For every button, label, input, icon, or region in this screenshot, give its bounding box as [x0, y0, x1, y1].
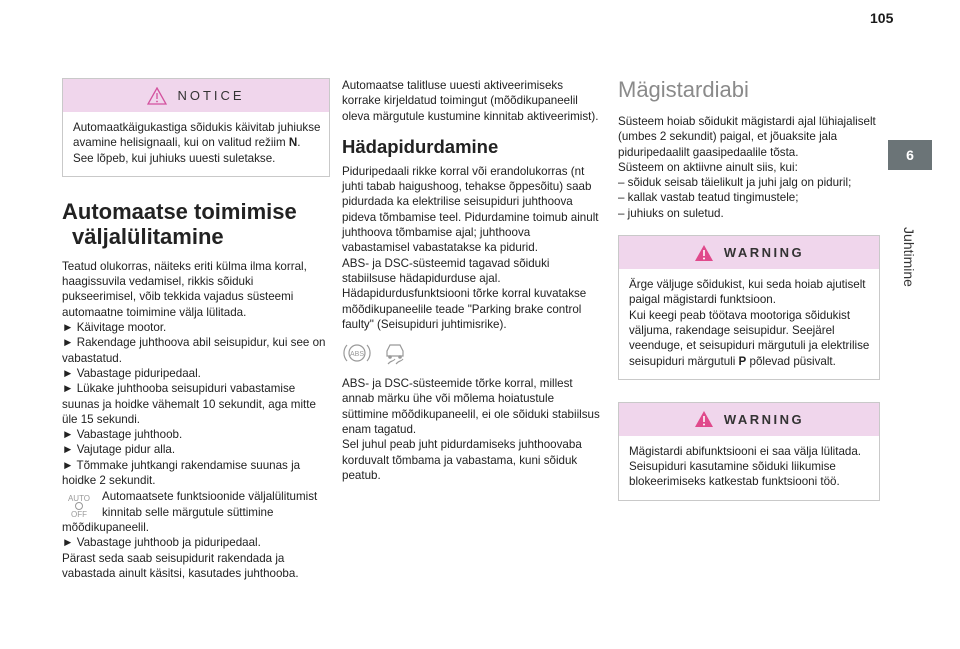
warning-box-1	[618, 235, 880, 380]
section-title-auto-off: Automaatse toimimise väljalülitamine	[62, 198, 297, 249]
warning-1-text-2: Kui keegi peab töötava mootoriga sõidukist väljuma, rakendage seisupidur. Seejärel veenduge, et seisupiduri märgutuli ja elektrilise seisupiduri märgutuli P põlevad püsivalt.	[629, 308, 870, 368]
emergency-text-2: ABS- ja DSC-süsteemid tagavad sõiduki stabiilsuse hädapidurduse ajal.	[342, 256, 550, 285]
step-release-all: ► Vabastage juhthoob ja piduripedaal.	[62, 536, 261, 550]
repeat-pull-text: Sel juhul peab juht pidurdamiseks juhthoovaba korduvalt tõmbama ja vabastama, kuni sõiduk peatub.	[342, 438, 582, 482]
auto-off-note	[62, 489, 330, 535]
emergency-text-1: Piduripedaali rikke korral või erandolukorras (nt juhti tabab haigushoog, tehakse õppesõitu) saab pidurdada ka elektrilise seisupiduri juhthoova pideva tõmbamise teel. Pidurdamine toimub ainult juhthoova tõmbamise ajal; juhthoova vabastamisel vabastatakse ka pidurid.	[342, 164, 599, 255]
condition-stopped: – sõiduk seisab täielikult ja juhi jalg on piduril;	[618, 176, 852, 190]
notice-header	[63, 79, 329, 112]
condition-slope: – kallak vastab teatud tingimustele;	[618, 191, 799, 205]
svg-text:ABS: ABS	[349, 351, 365, 359]
dsc-warning-icon	[380, 340, 410, 366]
chapter-number-tab[interactable]: 6	[888, 140, 932, 170]
section-title-hill-start: Mägistardiabi	[618, 77, 749, 102]
section1-text: Teatud olukorras, näiteks eriti külma ilma korral, haagissuvila vedamisel, rikkis sõiduki pukseerimisel, võib tekkida vajadus süsteemi automaatne toimimine välja lülitada.	[62, 259, 307, 319]
hill-start-conditions: Süsteem on aktiivne ainult siis, kui:	[618, 160, 798, 174]
step-pull-lever: ► Tõmmake juhtkangi rakendamise suunas ja hoidke 2 sekundit.	[62, 458, 301, 488]
step-start-engine: ► Käivitage mootor.	[62, 321, 167, 335]
column-middle	[342, 78, 600, 483]
step-push-lever: ► Lükake juhthooba seisupiduri vabastamise suunas ja hoidke vähemalt 10 sekundit, aga mitte üle 15 sekundi.	[62, 382, 316, 426]
warning-header-1	[619, 236, 879, 269]
warning-2-text: Mägistardi abifunktsiooni ei saa välja lülitada. Seisupiduri kasutamine sõiduki liikumise blokeerimiseks katkestab funktsiooni töö.	[629, 444, 862, 489]
abs-dsc-fault-text: ABS- ja DSC-süsteemide tõrke korral, millest annab märku ühe või mõlema hoiatustule süttimine mõõdikupaneelil, ei ole sõiduki stabiilsus enam tagatud.	[342, 377, 600, 437]
condition-door: – juhiuks on suletud.	[618, 206, 724, 220]
hill-start-text: Süsteem hoiab sõidukit mägistardi ajal lühiajaliselt (umbes 2 sekundit) paigal, et jõuaksite jala piduripedaalilt gaasipedaalile tõsta.	[618, 115, 876, 159]
warning-label-1: WARNING	[723, 244, 805, 260]
svg-text:OFF: OFF	[71, 510, 87, 520]
manual-only-note: Pärast seda saab seisupidurit rakendada ja vabastada ainult käsitsi, kasutades juhthooba.	[62, 551, 299, 580]
warning-triangle-icon	[147, 87, 167, 105]
notice-body	[63, 112, 329, 176]
warning-label-2: WARNING	[723, 411, 805, 427]
step-press-brake: ► Vajutage pidur alla.	[62, 443, 176, 457]
warning-body-2	[619, 436, 879, 500]
section-title-emergency: Hädapidurdamine	[342, 135, 499, 157]
warning-triangle-icon	[694, 244, 714, 262]
reactivation-text: Automaatse talitluse uuesti aktiveerimiseks korrake kirjeldatud toimingut (mõõdikupaneelil oleva märgutule kustumine kinnitab aktiveerimist).	[342, 79, 599, 123]
step-release-lever: ► Vabastage juhthoob.	[62, 428, 183, 442]
warning-icons-row	[342, 340, 600, 366]
warning-1-text-1: Ärge väljuge sõidukist, kui seda hoiab ajutiselt paigal mägistardi funktsioon.	[629, 278, 866, 307]
page-number: 105	[870, 10, 894, 26]
step-release-pedal: ► Vabastage piduripedaal.	[62, 366, 201, 380]
auto-off-icon	[62, 491, 96, 519]
notice-text: Automaatkäigukastiga sõidukis käivitab juhiukse avamine helisignaali, kui on valitud režiim N. See lõpeb, kui juhiuks uuesti suletakse.	[73, 121, 321, 165]
emergency-text-3: Hädapidurdusfunktsiooni tõrke korral kuvatakse mõõdikupaneelile teade "Parking brake control faulty" (Seisupiduri juhtimisrike).	[342, 287, 587, 331]
chapter-label	[889, 212, 929, 302]
abs-warning-icon	[342, 340, 372, 366]
notice-box	[62, 78, 330, 177]
warning-body-1	[619, 269, 879, 379]
column-left	[62, 78, 330, 581]
notice-label: NOTICE	[177, 87, 245, 103]
warning-header-2	[619, 403, 879, 436]
warning-box-2	[618, 402, 880, 501]
step-apply-brake: ► Rakendage juhthoova abil seisupidur, kui see on vabastatud.	[62, 336, 326, 365]
chapter-label-text: Juhtimine	[901, 227, 918, 287]
svg-text:AUTO: AUTO	[67, 494, 91, 504]
column-right	[618, 78, 880, 523]
auto-off-note-text: Automaatsete funktsioonide väljalülitumist kinnitab selle märgutule süttimine mõõdikupaneelil.	[62, 490, 318, 534]
warning-triangle-icon	[694, 410, 714, 428]
